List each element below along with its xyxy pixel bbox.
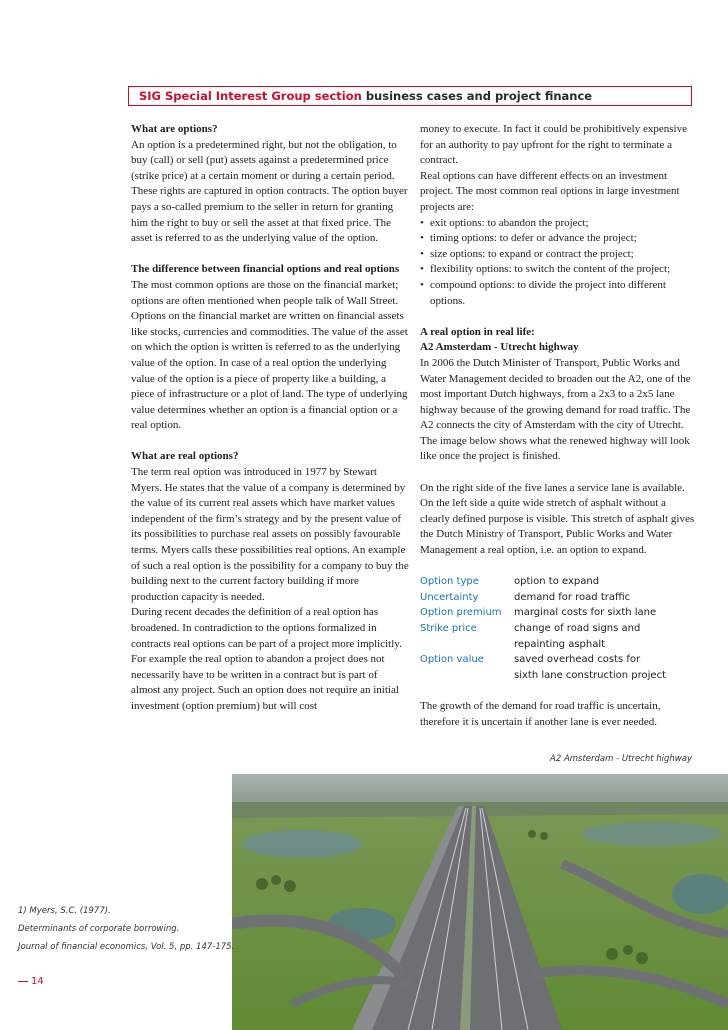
paragraph: On the right side of the five lanes a service lane is available. On the left side a quite wide stretch of asphalt without a clearly defined purpose is visible. This stretch of asphalt gives the Dutch Ministry of Transport, Public Works and Water Management a real option, i.e. an option to expand. <box>420 481 695 557</box>
table-value: demand for road traffic <box>514 591 631 603</box>
table-key <box>420 668 514 684</box>
highway-photo <box>232 774 728 1030</box>
table-value: sixth lane construction project <box>514 669 666 681</box>
left-column <box>131 122 409 715</box>
paragraph: money to execute. In fact it could be prohibitively expensive for an authority to pay upfront for the right to terminate a contract. <box>420 123 687 167</box>
list-item: • timing options: to defer or advance the project; <box>420 231 698 247</box>
table-key: Option value <box>420 654 484 666</box>
heading-real-options: What are real options? <box>131 450 239 463</box>
list-item: • compound options: to divide the project into different options. <box>420 278 698 309</box>
section-banner <box>128 86 692 106</box>
table-key: Option premium <box>420 607 502 619</box>
paragraph: In 2006 the Dutch Minister of Transport, Public Works and Water Management decided to broaden out the A2, one of the most important Dutch highways, from a 2x3 to a 2x5 lane highway because of the growing demand for road traffic. The A2 connects the city of Amsterdam with the city of Utrecht. The image below shows what the renewed highway will look like once the project is finished. <box>420 356 691 463</box>
page-number <box>18 976 44 987</box>
table-key: Uncertainty <box>420 591 479 603</box>
heading-a2-highway: A2 Amsterdam - Utrecht highway <box>420 341 579 354</box>
table-value: change of road signs and <box>514 623 641 634</box>
footnote-line: Journal of financial economics, Vol. 5, pp. 147-175. <box>18 942 235 952</box>
table-row <box>420 637 666 653</box>
paragraph: An option is a predetermined right, but not the obligation, to buy (call) or sell (put) assets against a predetermined price (strike price) at a certain moment or during a certain period. These rights are captured in option contracts. The option buyer pays a so-called premium to the seller in return for granting him the right to buy or sell the asset at that fixed price. The asset is referred to as the underlying value of the option. <box>131 138 408 245</box>
heading-what-are-options: What are options? <box>131 123 218 135</box>
paragraph: The term real option was introduced in 1977 by Stewart Myers. He states that the value of a company is determined by the value of its current real assets which have market values independent of the firm’s strategy and by the present value of its possibilities to purchase real assets on possibly favourable terms. Myers calls these possibilities real options. An example of such a real option is the possibility for a company to buy the building next to the current factory building if more production capacity is needed. <box>131 466 409 603</box>
heading-difference: The difference between financial options and real options <box>131 263 400 276</box>
option-table <box>420 574 666 683</box>
table-row <box>420 574 666 590</box>
table-key: Strike price <box>420 623 477 634</box>
footnote-line: Determinants of corporate borrowing. <box>18 924 180 934</box>
table-value: repainting asphalt <box>514 638 606 650</box>
table-value: saved overhead costs for <box>514 654 641 666</box>
table-row <box>420 605 666 621</box>
heading-real-life: A real option in real life: <box>420 325 535 338</box>
list-item: • exit options: to abandon the project; <box>420 216 698 232</box>
footnote <box>18 902 234 956</box>
paragraph: The most common options are those on the financial market; options are often mentioned when people talk of Wall Street. Options on the financial market are written on financial assets like stocks, currencies and commodities. The value of the asset on which the option is written is referred to as the underlying value of the option. In case of a real option the underlying value of the option is a piece of property like a building, a piece of infrastructure or a plot of land. The type of underlying value determines whether an option is a financial option or a real option. <box>131 278 408 432</box>
page-number-value: 14 <box>31 976 44 987</box>
real-options-list <box>420 216 698 310</box>
table-value: option to expand <box>514 576 600 588</box>
list-item: • size options: to expand or contract the project; <box>420 247 698 263</box>
table-value: marginal costs for sixth lane <box>514 607 657 619</box>
paragraph: Real options can have different effects on an investment project. The most common real options in large investment projects are: <box>420 169 680 213</box>
banner-section: SIG Special Interest Group section <box>139 89 362 103</box>
photo-caption: A2 Amsterdam - Utrecht highway <box>550 754 692 764</box>
paragraph: The growth of the demand for road traffic is uncertain, therefore it is uncertain if another lane is ever needed. <box>420 699 661 728</box>
banner-topic: business cases and project finance <box>365 89 593 103</box>
table-row <box>420 590 666 606</box>
highway-illustration <box>232 774 728 1030</box>
footnote-line: 1) Myers, S.C. (1977). <box>18 906 111 916</box>
table-key <box>420 637 514 653</box>
right-column <box>420 122 698 730</box>
table-key: Option type <box>420 576 479 588</box>
list-item: • flexibility options: to switch the content of the project; <box>420 262 698 278</box>
paragraph: During recent decades the definition of a real option has broadened. In contradiction to the options formalized in contracts real options can be part of a project more implicitly. For example the real option to abandon a project does not necessarily have to be written in a contract but is part of almost any project. Such an option does not require an initial investment (option premium) but will cost <box>131 606 402 712</box>
table-row <box>420 668 666 684</box>
table-row <box>420 621 666 637</box>
table-row <box>420 652 666 668</box>
